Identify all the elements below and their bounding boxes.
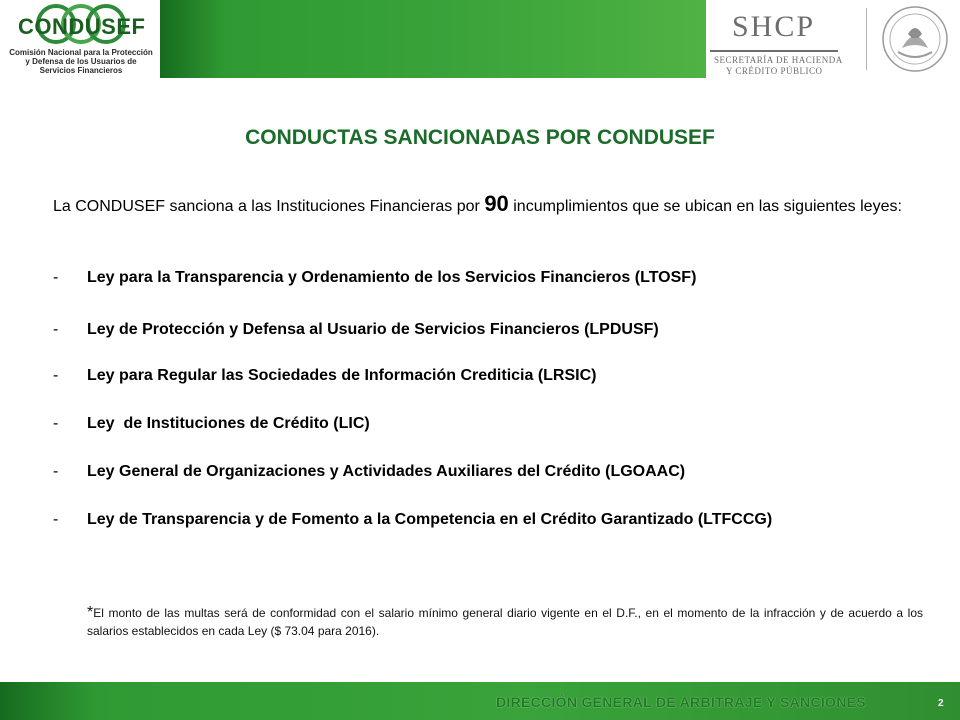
header-divider xyxy=(866,8,867,70)
law-dash: - xyxy=(53,269,59,286)
mexican-seal-icon xyxy=(878,4,952,74)
law-item-lpdusf xyxy=(53,318,923,342)
law-dash: - xyxy=(53,463,59,480)
shcp-subtitle-1: SECRETARÍA DE HACIENDA xyxy=(714,55,843,65)
law-item-ltfccg xyxy=(53,508,923,532)
law-text: Ley de Protección y Defensa al Usuario de Servicios Financieros (LPDUSF) xyxy=(87,321,659,338)
intro-paragraph xyxy=(53,192,923,219)
law-text: Ley General de Organizaciones y Actividades Auxiliares del Crédito (LGOAAC) xyxy=(87,463,686,480)
logo-subtitle-line-1: Comisión Nacional para la Protección xyxy=(9,48,153,57)
law-item-lrsic xyxy=(53,364,923,388)
shcp-subtitle-2: Y CRÉDITO PÚBLICO xyxy=(726,66,823,76)
condusef-logo xyxy=(0,0,160,78)
law-item-lgoaac xyxy=(53,460,923,484)
law-dash: - xyxy=(53,367,59,384)
law-text: Ley de Transparencia y de Fomento a la Competencia en el Crédito Garantizado (LTFCCG) xyxy=(87,511,773,528)
logo-subtitle-line-2: y Defensa de los Usuarios de xyxy=(25,57,137,66)
page-title: CONDUCTAS SANCIONADAS POR CONDUSEF xyxy=(245,126,715,149)
shcp-title: SHCP xyxy=(732,10,816,43)
footnote-text: El monto de las multas será de conformidad con el salario mínimo general diario vigente en el D.F., en el momento de la infracción y de acuerdo a los salarios establecidos en cada Ley ($ 73.04 para 2016). xyxy=(87,606,923,638)
header-green-band xyxy=(160,0,706,78)
footnote xyxy=(87,604,923,640)
law-text: Ley para la Transparencia y Ordenamiento de los Servicios Financieros (LTOSF) xyxy=(87,269,697,286)
law-text: Ley de Instituciones de Crédito (LIC) xyxy=(87,415,370,432)
intro-text-before: La CONDUSEF sanciona a las Instituciones Financieras por xyxy=(53,198,485,215)
infractions-count: 90 xyxy=(484,191,509,216)
footnote-asterisk: * xyxy=(87,604,94,621)
page-number: 2 xyxy=(938,698,944,709)
law-text: Ley para Regular las Sociedades de Información Crediticia (LRSIC) xyxy=(87,367,597,384)
condusef-logo-subtitle xyxy=(6,48,156,75)
footer-department: DIRECCIÓN GENERAL DE ARBITRAJE Y SANCIONES xyxy=(496,694,866,710)
header xyxy=(0,0,960,78)
logo-subtitle-line-3: Servicios Financieros xyxy=(39,66,123,75)
law-dash: - xyxy=(53,415,59,432)
intro-text-after: incumplimientos que se ubican en las siguientes leyes: xyxy=(508,198,902,215)
law-item-lic xyxy=(53,412,923,436)
law-dash: - xyxy=(53,321,59,338)
law-item-ltosf xyxy=(53,266,923,290)
law-dash: - xyxy=(53,511,59,528)
condusef-logo-word: CONDUSEF xyxy=(18,14,146,39)
shcp-underline xyxy=(710,50,838,52)
